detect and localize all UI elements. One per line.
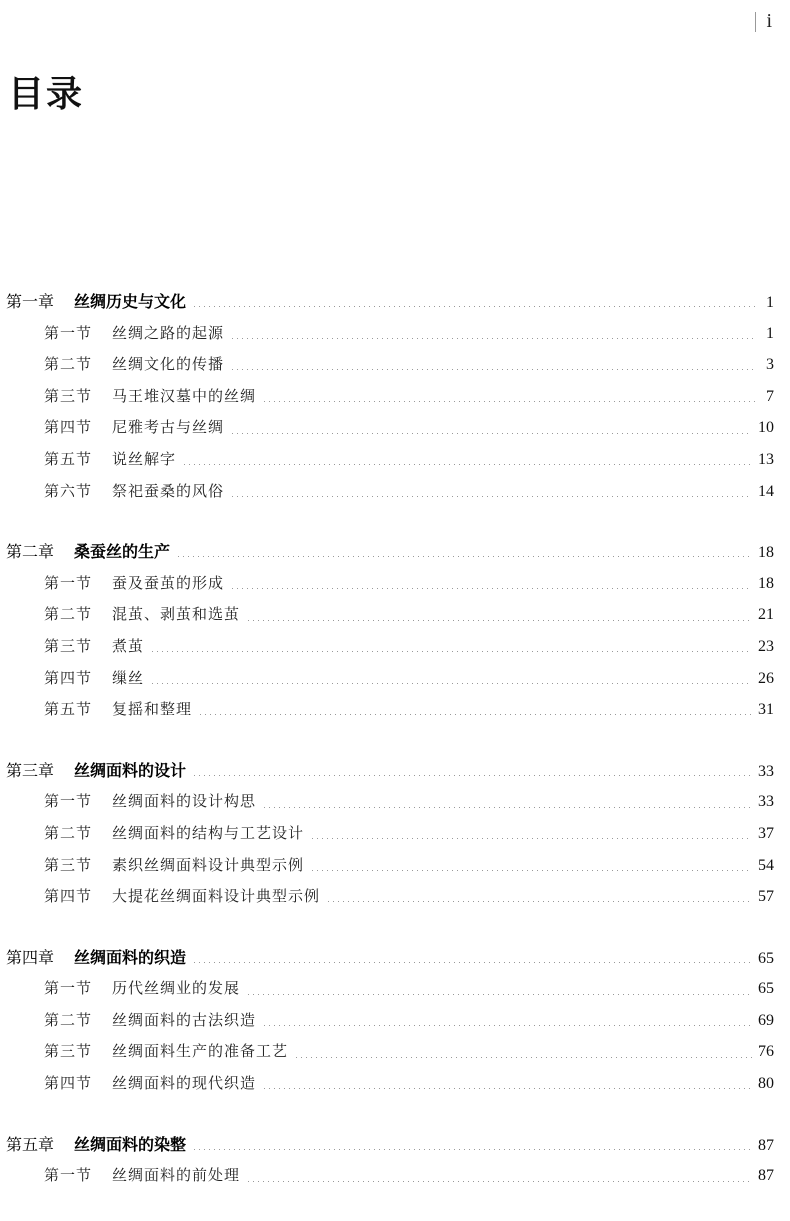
- toc-section-entry-page: 13: [758, 450, 774, 468]
- toc-section-entry-title: 大提花丝绸面料设计典型示例: [112, 887, 321, 906]
- dot-leader: [230, 433, 752, 434]
- toc-section-entry-page: 57: [758, 888, 774, 906]
- toc-section-entry-title: 复摇和整理: [112, 700, 193, 719]
- toc-section-entry-title: 丝绸面料的前处理: [112, 1166, 241, 1185]
- dot-leader: [262, 1025, 752, 1026]
- chapter-block: [0, 755, 790, 913]
- dot-leader: [192, 306, 756, 307]
- dot-leader: [246, 620, 752, 621]
- toc-section-entry-page: 18: [758, 574, 774, 592]
- dot-leader: [246, 994, 752, 995]
- dot-leader: [182, 464, 752, 465]
- toc-section-entry-page: 80: [758, 1075, 774, 1093]
- toc-section-entry[interactable]: [0, 973, 790, 1005]
- dot-leader: [192, 775, 752, 776]
- toc-section-entry-page: 23: [758, 637, 774, 655]
- page-number: i: [766, 10, 772, 32]
- toc-section-entry[interactable]: [0, 631, 790, 663]
- toc-section-entry-title: 丝绸文化的传播: [112, 355, 225, 374]
- dot-leader: [294, 1057, 752, 1058]
- toc-section-entry-number: 第二节: [44, 605, 93, 624]
- toc-chapter-entry-page: 1: [766, 294, 774, 311]
- toc-section-entry-number: 第四节: [44, 418, 93, 437]
- toc-section-entry[interactable]: [0, 786, 790, 818]
- toc-section-entry-number: 第一节: [44, 323, 93, 342]
- toc-section-entry-number: 第二节: [44, 355, 93, 374]
- toc-section-entry[interactable]: [0, 1160, 790, 1192]
- toc-section-entry-number: 第六节: [44, 481, 93, 500]
- toc-section-entry[interactable]: [0, 850, 790, 882]
- toc-section-entry-number: 第一节: [44, 573, 93, 592]
- toc-section-entry-number: 第三节: [44, 855, 93, 874]
- toc-section-entry-page: 33: [758, 793, 774, 811]
- toc-chapter-entry-title: 丝绸面料的设计: [74, 760, 187, 780]
- toc-section-entry-title: 马王堆汉墓中的丝绸: [112, 386, 257, 405]
- toc-section-entry[interactable]: [0, 818, 790, 850]
- toc-section-entry-title: 缫丝: [112, 668, 145, 687]
- toc-chapter-entry[interactable]: [0, 1129, 790, 1161]
- page-header: [755, 10, 772, 33]
- toc-section-entry-page: 54: [758, 856, 774, 874]
- dot-leader: [310, 870, 752, 871]
- toc-section-entry-page: 69: [758, 1011, 774, 1029]
- toc-chapter-entry-title: 桑蚕丝的生产: [74, 542, 171, 562]
- toc-section-entry-page: 3: [766, 356, 774, 374]
- toc-section-entry[interactable]: [0, 349, 790, 381]
- toc-section-entry-page: 65: [758, 980, 774, 998]
- dot-leader: [326, 901, 752, 902]
- chapter-block: [0, 1129, 790, 1192]
- toc-section-entry-title: 丝绸面料的设计构思: [112, 792, 257, 811]
- toc-section-entry-number: 第一节: [44, 1166, 93, 1185]
- toc-section-entry-title: 说丝解字: [112, 449, 177, 468]
- toc-section-entry[interactable]: [0, 1036, 790, 1068]
- toc-chapter-entry[interactable]: [0, 755, 790, 787]
- dot-leader: [150, 683, 752, 684]
- dot-leader: [262, 1088, 752, 1089]
- toc-section-entry-number: 第四节: [44, 668, 93, 687]
- toc-section-entry-title: 历代丝绸业的发展: [112, 979, 241, 998]
- dot-leader: [262, 401, 756, 402]
- toc-section-entry-title: 丝绸面料的结构与工艺设计: [112, 823, 305, 842]
- toc-section-entry-number: 第四节: [44, 887, 93, 906]
- toc-chapter-entry-page: 65: [758, 949, 774, 967]
- toc-section-entry-page: 87: [758, 1167, 774, 1185]
- toc-section-entry-title: 丝绸面料的现代织造: [112, 1074, 257, 1093]
- toc-chapter-entry[interactable]: [0, 942, 790, 974]
- toc-chapter-entry[interactable]: [0, 286, 790, 318]
- toc-section-entry-page: 10: [758, 419, 774, 437]
- toc-section-entry-number: 第四节: [44, 1074, 93, 1093]
- toc-section-entry[interactable]: [0, 568, 790, 600]
- toc-chapter-entry-title: 丝绸面料的织造: [74, 947, 187, 967]
- chapter-block: [0, 286, 790, 507]
- toc-section-entry-number: 第三节: [44, 1042, 93, 1061]
- header-divider: [755, 12, 756, 32]
- toc-section-entry-number: 第五节: [44, 700, 93, 719]
- dot-leader: [246, 1181, 752, 1182]
- toc-section-entry-page: 31: [758, 701, 774, 719]
- dot-leader: [262, 807, 752, 808]
- toc-section-entry[interactable]: [0, 381, 790, 413]
- toc-chapter-entry-page: 33: [758, 762, 774, 780]
- toc-section-entry[interactable]: [0, 881, 790, 913]
- chapter-block: [0, 942, 790, 1100]
- toc-section-entry-page: 21: [758, 606, 774, 624]
- toc-chapter-entry-page: 87: [758, 1136, 774, 1154]
- toc-section-entry-title: 煮茧: [112, 636, 145, 655]
- toc-section-entry-number: 第二节: [44, 1010, 93, 1029]
- toc-section-entry[interactable]: [0, 412, 790, 444]
- toc-section-entry-number: 第三节: [44, 386, 93, 405]
- toc-section-entry-number: 第一节: [44, 792, 93, 811]
- toc-section-entry-page: 1: [766, 324, 774, 342]
- toc-section-entry-number: 第一节: [44, 979, 93, 998]
- table-of-contents: [0, 286, 790, 1221]
- dot-leader: [192, 962, 752, 963]
- toc-section-entry-title: 尼雅考古与丝绸: [112, 418, 225, 437]
- toc-chapter-entry[interactable]: [0, 536, 790, 568]
- toc-section-entry[interactable]: [0, 1005, 790, 1037]
- page-title: 目录: [8, 74, 85, 115]
- toc-section-entry[interactable]: [0, 318, 790, 350]
- toc-section-entry[interactable]: [0, 476, 790, 508]
- toc-section-entry-title: 混茧、剥茧和选茧: [112, 605, 241, 624]
- dot-leader: [198, 714, 752, 715]
- chapter-block: [0, 536, 790, 726]
- toc-section-entry[interactable]: [0, 663, 790, 695]
- dot-leader: [310, 838, 752, 839]
- toc-section-entry-number: 第三节: [44, 636, 93, 655]
- dot-leader: [230, 369, 756, 370]
- toc-chapter-entry-number: 第二章: [6, 542, 55, 562]
- toc-chapter-entry-number: 第五章: [6, 1134, 55, 1154]
- toc-section-entry-page: 26: [758, 669, 774, 687]
- toc-section-entry-title: 祭祀蚕桑的风俗: [112, 481, 225, 500]
- dot-leader: [150, 651, 752, 652]
- toc-chapter-entry-title: 丝绸历史与文化: [74, 292, 187, 311]
- dot-leader: [230, 496, 752, 497]
- toc-section-entry[interactable]: [0, 444, 790, 476]
- dot-leader: [192, 1149, 752, 1150]
- toc-section-entry-title: 丝绸之路的起源: [112, 323, 225, 342]
- toc-section-entry[interactable]: [0, 694, 790, 726]
- toc-chapter-entry-number: 第三章: [6, 760, 55, 780]
- toc-section-entry-title: 丝绸面料生产的准备工艺: [112, 1042, 289, 1061]
- toc-chapter-entry-number: 第四章: [6, 947, 55, 967]
- toc-section-entry-number: 第二节: [44, 823, 93, 842]
- toc-section-entry[interactable]: [0, 599, 790, 631]
- toc-chapter-entry-number: 第一章: [6, 292, 55, 311]
- toc-section-entry-page: 37: [758, 824, 774, 842]
- dot-leader: [230, 338, 756, 339]
- toc-section-entry[interactable]: [0, 1068, 790, 1100]
- dot-leader: [230, 588, 752, 589]
- toc-chapter-entry-page: 18: [758, 544, 774, 562]
- toc-section-entry-title: 素织丝绸面料设计典型示例: [112, 855, 305, 874]
- toc-section-entry-number: 第五节: [44, 449, 93, 468]
- toc-section-entry-page: 76: [758, 1043, 774, 1061]
- dot-leader: [176, 556, 752, 557]
- toc-chapter-entry-title: 丝绸面料的染整: [74, 1134, 187, 1154]
- toc-section-entry-title: 蚕及蚕茧的形成: [112, 573, 225, 592]
- toc-section-entry-page: 7: [766, 387, 774, 405]
- toc-section-entry-title: 丝绸面料的古法织造: [112, 1010, 257, 1029]
- toc-section-entry-page: 14: [758, 482, 774, 500]
